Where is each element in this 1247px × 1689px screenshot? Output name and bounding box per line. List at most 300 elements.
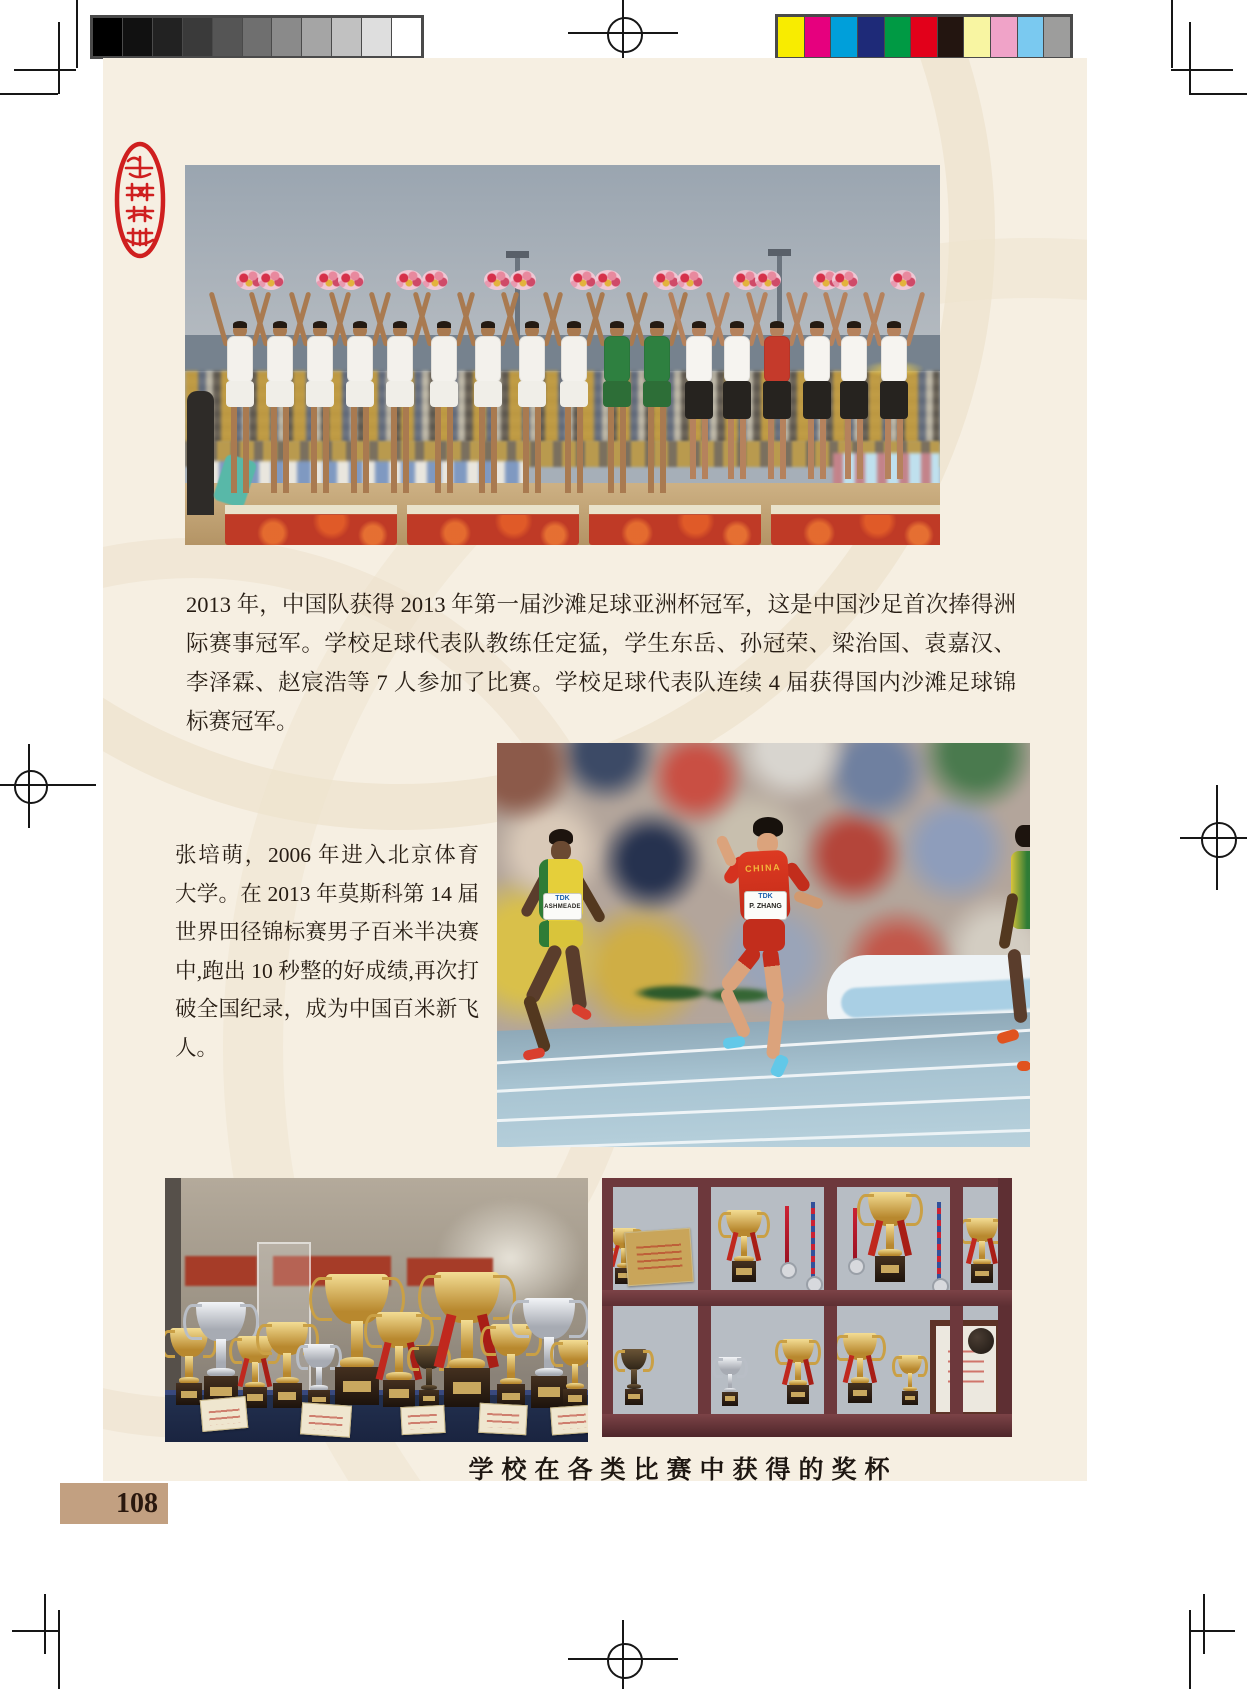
cup-foot: [245, 1382, 264, 1388]
player-hair: [730, 321, 744, 328]
crop-mark: [76, 0, 78, 68]
ribbon: [477, 1314, 499, 1369]
player-shorts: [803, 381, 831, 419]
cup-plinth: [875, 1256, 905, 1282]
color-step: [1044, 17, 1070, 57]
cup-plate: [389, 1389, 409, 1397]
player-leg: [608, 407, 614, 493]
cup-stem: [216, 1339, 226, 1371]
player-hair: [525, 321, 539, 328]
cup-foot: [566, 1383, 584, 1389]
floodlight-head: [768, 249, 791, 256]
player-jersey: [307, 336, 333, 383]
cup-plinth: [444, 1368, 489, 1407]
flower-bouquet: [832, 270, 858, 290]
player-leg: [391, 407, 397, 493]
ribbon: [803, 1359, 814, 1385]
cup-handle: [757, 1212, 771, 1239]
cup-foot: [627, 1384, 642, 1389]
cup-plinth: [848, 1383, 872, 1403]
player-hair: [313, 321, 327, 328]
player-shorts: [643, 381, 671, 407]
player-hair: [567, 321, 581, 328]
cup-handle: [526, 1326, 542, 1356]
player-hair: [393, 321, 407, 328]
player-shorts: [346, 381, 374, 407]
cup-plate: [791, 1392, 804, 1398]
floodlight-head: [506, 251, 529, 258]
player-leg: [403, 407, 409, 493]
trophy-cup: [864, 1192, 916, 1292]
crop-mark: [1203, 1594, 1205, 1654]
cup-handle: [614, 1350, 625, 1372]
cup-handle: [906, 1194, 923, 1226]
cup-plinth: [722, 1392, 738, 1406]
runner-shorts: [539, 921, 583, 947]
photo-caption: 学校在各类比赛中获得的奖杯: [468, 1456, 898, 1481]
cup-foot: [207, 1368, 235, 1377]
cup-foot: [724, 1388, 737, 1392]
player-jersey: [604, 336, 630, 383]
grayscale-step: [153, 18, 183, 56]
player-hair: [887, 321, 901, 328]
color-step: [778, 17, 805, 57]
color-step: [858, 17, 885, 57]
ribbon: [726, 1232, 738, 1261]
player-leg: [808, 419, 814, 479]
flower-bouquet: [510, 270, 536, 290]
trophy-cup: [319, 1274, 395, 1420]
ribbon: [237, 1358, 249, 1387]
grayscale-step: [272, 18, 302, 56]
player-leg: [435, 407, 441, 493]
running-track: [497, 1011, 1030, 1147]
medal-disc: [848, 1258, 865, 1275]
trophy-cup: [518, 1298, 581, 1420]
flower-bouquet: [396, 270, 422, 290]
team-member-figure: [600, 322, 634, 507]
cup-handle: [268, 1338, 282, 1365]
shelf-frame-left: [602, 1178, 613, 1437]
cup-stem: [351, 1321, 363, 1362]
player-leg: [740, 419, 746, 479]
grayscale-step: [243, 18, 273, 56]
player-leg: [243, 407, 249, 493]
cup-stem: [461, 1320, 473, 1362]
flower-bouquet: [422, 270, 448, 290]
flower-bouquet: [595, 270, 621, 290]
team-member-figure: [471, 322, 505, 507]
color-step: [1018, 17, 1045, 57]
cup-plate: [247, 1394, 262, 1400]
cup-handle: [872, 1335, 886, 1361]
cup-plinth: [732, 1261, 756, 1282]
flower-bouquet: [755, 270, 781, 290]
player-shorts: [306, 381, 334, 407]
ribbon: [966, 1238, 977, 1264]
flower-bouquet: [258, 270, 284, 290]
player-shorts: [840, 381, 868, 419]
cup-stem: [283, 1353, 291, 1380]
player-shorts: [386, 381, 414, 407]
cup-bowl: [868, 1192, 912, 1226]
bib-name: P. ZHANG: [749, 903, 782, 910]
trophy-cup: [412, 1346, 447, 1414]
ribbon: [750, 1232, 762, 1261]
cup-plate: [881, 1265, 900, 1273]
cup-stem: [728, 1374, 732, 1389]
paragraph-beach-soccer: 2013 年，中国队获得 2013 年第一届沙滩足球亚洲杯冠军，这是中国沙足首次捧得洲际赛事冠军。学校足球代表队教练任定猛，学生东岳、孙冠荣、梁治国、袁嘉汉、李泽霖、赵宸浩等 7 人参加了比赛。学校足球代表队连续 4 届获得国内沙滩足球锦标赛冠军。: [186, 592, 1016, 734]
hanging-medal: [848, 1208, 862, 1274]
player-leg: [535, 407, 541, 493]
cup-handle: [509, 1300, 528, 1338]
cup-handle: [229, 1338, 243, 1365]
cup-plate: [423, 1396, 436, 1401]
player-jersey: [227, 336, 253, 383]
cup-handle: [737, 1358, 747, 1378]
cup-plate: [343, 1381, 370, 1393]
grayscale-step: [302, 18, 332, 56]
cup-handle: [480, 1326, 496, 1356]
cup-stem: [857, 1358, 864, 1380]
cmyk-color-calibration-bar: [775, 14, 1073, 60]
grayscale-step: [183, 18, 213, 56]
shelf-board: [602, 1290, 1012, 1306]
cup-bowl: [898, 1355, 922, 1374]
player-jersey: [724, 336, 750, 383]
runner-shoe: [1017, 1061, 1030, 1071]
cup-handle: [256, 1324, 272, 1355]
cup-foot: [386, 1372, 411, 1380]
team-member-figure: [640, 322, 674, 507]
team-member-figure: [515, 322, 549, 507]
crop-mark: [1189, 1630, 1235, 1632]
cup-handle: [418, 1275, 441, 1320]
cup-plate: [181, 1391, 197, 1398]
cup-handle: [309, 1277, 332, 1321]
cup-foot: [421, 1385, 437, 1390]
cup-foot: [851, 1377, 870, 1383]
player-shorts: [880, 381, 908, 419]
team-member-figure: [720, 322, 754, 507]
ribbon: [897, 1220, 912, 1257]
flower-bouquet: [890, 270, 916, 290]
cup-plate: [568, 1395, 582, 1401]
flower-bouquet: [484, 270, 510, 290]
player-shorts: [518, 381, 546, 407]
cup-handle: [183, 1304, 202, 1340]
certificate-plaque: [300, 1402, 352, 1437]
player-hair: [650, 321, 664, 328]
crop-mark: [1171, 69, 1233, 71]
medal-ribbon: [811, 1202, 815, 1278]
grayscale-step: [362, 18, 392, 56]
player-jersey: [347, 336, 373, 383]
bib-sponsor: TDK: [555, 895, 570, 902]
ribbon: [261, 1358, 273, 1387]
cup-foot: [878, 1249, 902, 1257]
cup-handle: [718, 1212, 732, 1239]
cup-plate: [628, 1394, 640, 1399]
player-hair: [847, 321, 861, 328]
trophy-cabinet-photo: [602, 1178, 1012, 1437]
crop-mark: [12, 1630, 58, 1632]
team-member-figure: [223, 322, 257, 507]
cup-plate: [538, 1387, 561, 1397]
cup-plinth: [383, 1380, 415, 1408]
cup-plate: [736, 1268, 751, 1274]
cup-handle: [643, 1350, 654, 1372]
cup-bowl: [196, 1302, 246, 1341]
player-shorts: [685, 381, 713, 419]
certificate-plaque: [200, 1396, 249, 1432]
cup-handle: [775, 1340, 788, 1365]
color-step: [885, 17, 912, 57]
certificate-plaque: [400, 1405, 445, 1435]
player-leg: [283, 407, 289, 493]
ribbon: [406, 1341, 422, 1380]
player-shorts: [723, 381, 751, 419]
crop-mark: [0, 93, 58, 95]
cup-foot: [449, 1358, 485, 1370]
beach-soccer-podium-photo: [185, 165, 940, 545]
flower-bouquet: [653, 270, 679, 290]
cup-plate: [278, 1392, 296, 1400]
shelf-divider: [824, 1178, 837, 1437]
grayscale-step: [392, 18, 421, 56]
player-jersey: [519, 336, 545, 383]
grayscale-step: [123, 18, 153, 56]
trophy-table-photo: [165, 1178, 588, 1442]
crop-mark: [14, 69, 76, 71]
player-hair: [353, 321, 367, 328]
crop-mark: [1189, 93, 1247, 95]
cup-foot: [179, 1377, 200, 1384]
player-leg: [447, 407, 453, 493]
player-leg: [311, 407, 317, 493]
cup-stem: [886, 1224, 894, 1252]
trophy-cup: [372, 1312, 427, 1418]
cup-handle: [303, 1324, 319, 1355]
grayscale-calibration-bar: [90, 15, 424, 59]
cup-plinth: [176, 1383, 202, 1405]
cup-bowl: [303, 1344, 334, 1368]
player-leg: [702, 419, 708, 479]
cup-stem: [507, 1354, 515, 1380]
cup-handle: [587, 1342, 588, 1368]
trophy-cup: [840, 1333, 881, 1411]
player-leg: [820, 419, 826, 479]
cup-bowl: [782, 1339, 813, 1363]
paragraph-zhang-peimeng: 张培萌，2006 年进入北京体育大学。在 2013 年莫斯科第 14 届世界田径锦标赛男子百米半决赛中,跑出 10 秒整的好成绩,再次打破全国纪录，成为中国百米新飞人。: [175, 843, 479, 1060]
jersey-country-text: CHINA: [744, 862, 782, 874]
medal-ribbon: [853, 1208, 857, 1260]
cup-foot: [734, 1256, 753, 1262]
cup-stem: [395, 1346, 404, 1376]
cup-stem: [252, 1362, 259, 1384]
hedge-plants: [627, 971, 777, 1015]
player-leg: [885, 419, 891, 479]
bib-sponsor: TDK: [758, 893, 773, 900]
cup-stem: [795, 1362, 801, 1382]
trophy-cup: [618, 1349, 650, 1411]
certificate-plaque: [624, 1228, 694, 1286]
player-leg: [491, 407, 497, 493]
player-leg: [648, 407, 654, 493]
team-member-figure: [557, 322, 591, 507]
cup-stem: [741, 1236, 748, 1258]
team-member-figure: [837, 322, 871, 507]
player-leg: [897, 419, 903, 479]
cup-foot: [973, 1259, 990, 1265]
player-jersey: [475, 336, 501, 383]
ribbon: [866, 1355, 878, 1384]
podium-box: [407, 505, 579, 545]
cup-handle: [330, 1345, 343, 1370]
cup-bowl: [621, 1349, 648, 1370]
player-jersey: [387, 336, 413, 383]
cup-handle: [165, 1330, 175, 1358]
podium-box: [589, 505, 761, 545]
cup-bowl: [325, 1274, 389, 1324]
trophy-cup: [896, 1355, 925, 1411]
cup-handle: [493, 1275, 516, 1320]
team-member-figure: [800, 322, 834, 507]
cup-foot: [310, 1385, 327, 1391]
crop-mark: [1171, 0, 1173, 68]
cup-stem: [185, 1356, 192, 1380]
runner-face: [551, 841, 571, 861]
ribbon: [782, 1359, 793, 1385]
player-jersey: [881, 336, 907, 383]
podium-box: [771, 505, 940, 545]
cup-plate: [502, 1393, 520, 1401]
cup-stem: [544, 1337, 554, 1371]
cup-bowl: [376, 1312, 422, 1348]
player-leg: [479, 407, 485, 493]
trophy-cup: [723, 1210, 765, 1290]
player-jersey: [686, 336, 712, 383]
cup-stem: [979, 1241, 985, 1261]
player-jersey: [841, 336, 867, 383]
player-shorts: [266, 381, 294, 407]
cup-bowl: [726, 1210, 761, 1237]
cup-plinth: [531, 1376, 568, 1408]
cup-plinth: [902, 1391, 919, 1406]
cup-handle: [382, 1277, 405, 1321]
cup-stem: [426, 1368, 432, 1387]
player-hair: [437, 321, 451, 328]
player-leg: [271, 407, 277, 493]
player-hair: [610, 321, 624, 328]
player-shorts: [763, 381, 791, 419]
shelf-divider: [698, 1178, 711, 1437]
player-jersey: [267, 336, 293, 383]
cup-foot: [276, 1377, 299, 1385]
runner-bib: [543, 893, 582, 920]
trophy-cup: [964, 1218, 1001, 1290]
cup-handle: [712, 1358, 722, 1378]
cup-plate: [453, 1382, 481, 1394]
cup-stem: [908, 1373, 913, 1389]
cup-handle: [809, 1340, 822, 1365]
cup-bowl: [966, 1218, 997, 1242]
medal-ribbon: [937, 1202, 941, 1280]
player-leg: [845, 419, 851, 479]
cup-plinth: [971, 1264, 992, 1283]
cup-handle: [569, 1300, 588, 1338]
player-leg: [857, 419, 863, 479]
player-hair: [692, 321, 706, 328]
shelf-divider: [950, 1178, 963, 1437]
player-leg: [351, 407, 357, 493]
cup-bowl: [266, 1322, 308, 1355]
cup-plinth: [335, 1367, 379, 1405]
crop-mark: [1189, 1610, 1191, 1689]
spectator-silhouette: [187, 391, 214, 515]
hanging-medal: [780, 1206, 794, 1278]
medal-disc: [780, 1262, 797, 1279]
hanging-medal: [806, 1202, 820, 1292]
cup-handle: [240, 1304, 259, 1340]
crop-mark: [58, 22, 60, 94]
cup-bowl: [490, 1324, 531, 1356]
cup-stem: [631, 1369, 636, 1386]
player-leg: [577, 407, 583, 493]
player-leg: [620, 407, 626, 493]
player-jersey: [804, 336, 830, 383]
cup-plinth: [243, 1387, 267, 1408]
cup-foot: [789, 1380, 806, 1386]
page-number-badge: 108: [60, 1483, 168, 1524]
color-step: [911, 17, 938, 57]
cup-handle: [550, 1342, 563, 1368]
team-member-figure: [427, 322, 461, 507]
cup-bowl: [170, 1328, 208, 1357]
team-member-figure: [303, 322, 337, 507]
player-shorts: [603, 381, 631, 407]
team-member-figure: [682, 322, 716, 507]
player-leg: [690, 419, 696, 479]
cup-handle: [918, 1356, 929, 1377]
player-jersey: [561, 336, 587, 383]
color-step: [991, 17, 1018, 57]
player-shorts: [430, 381, 458, 407]
player-hair: [233, 321, 247, 328]
flower-bouquet: [338, 270, 364, 290]
cup-stem: [572, 1364, 578, 1385]
cup-plate: [853, 1390, 868, 1396]
cup-handle: [296, 1345, 309, 1370]
player-hair: [481, 321, 495, 328]
grayscale-step: [213, 18, 243, 56]
shelf-frame-right: [998, 1178, 1012, 1437]
player-jersey: [764, 336, 790, 383]
player-leg: [768, 419, 774, 479]
ribbon: [843, 1355, 855, 1384]
podium-box: [225, 505, 397, 545]
dark-ball-trophy: [968, 1328, 994, 1354]
cup-foot: [500, 1378, 523, 1386]
player-leg: [565, 407, 571, 493]
player-leg: [728, 419, 734, 479]
color-step: [938, 17, 965, 57]
runner-head-sliver: [1015, 825, 1030, 847]
cup-plate: [312, 1397, 325, 1403]
color-step: [805, 17, 832, 57]
player-shorts: [474, 381, 502, 407]
crop-mark: [44, 1594, 46, 1654]
